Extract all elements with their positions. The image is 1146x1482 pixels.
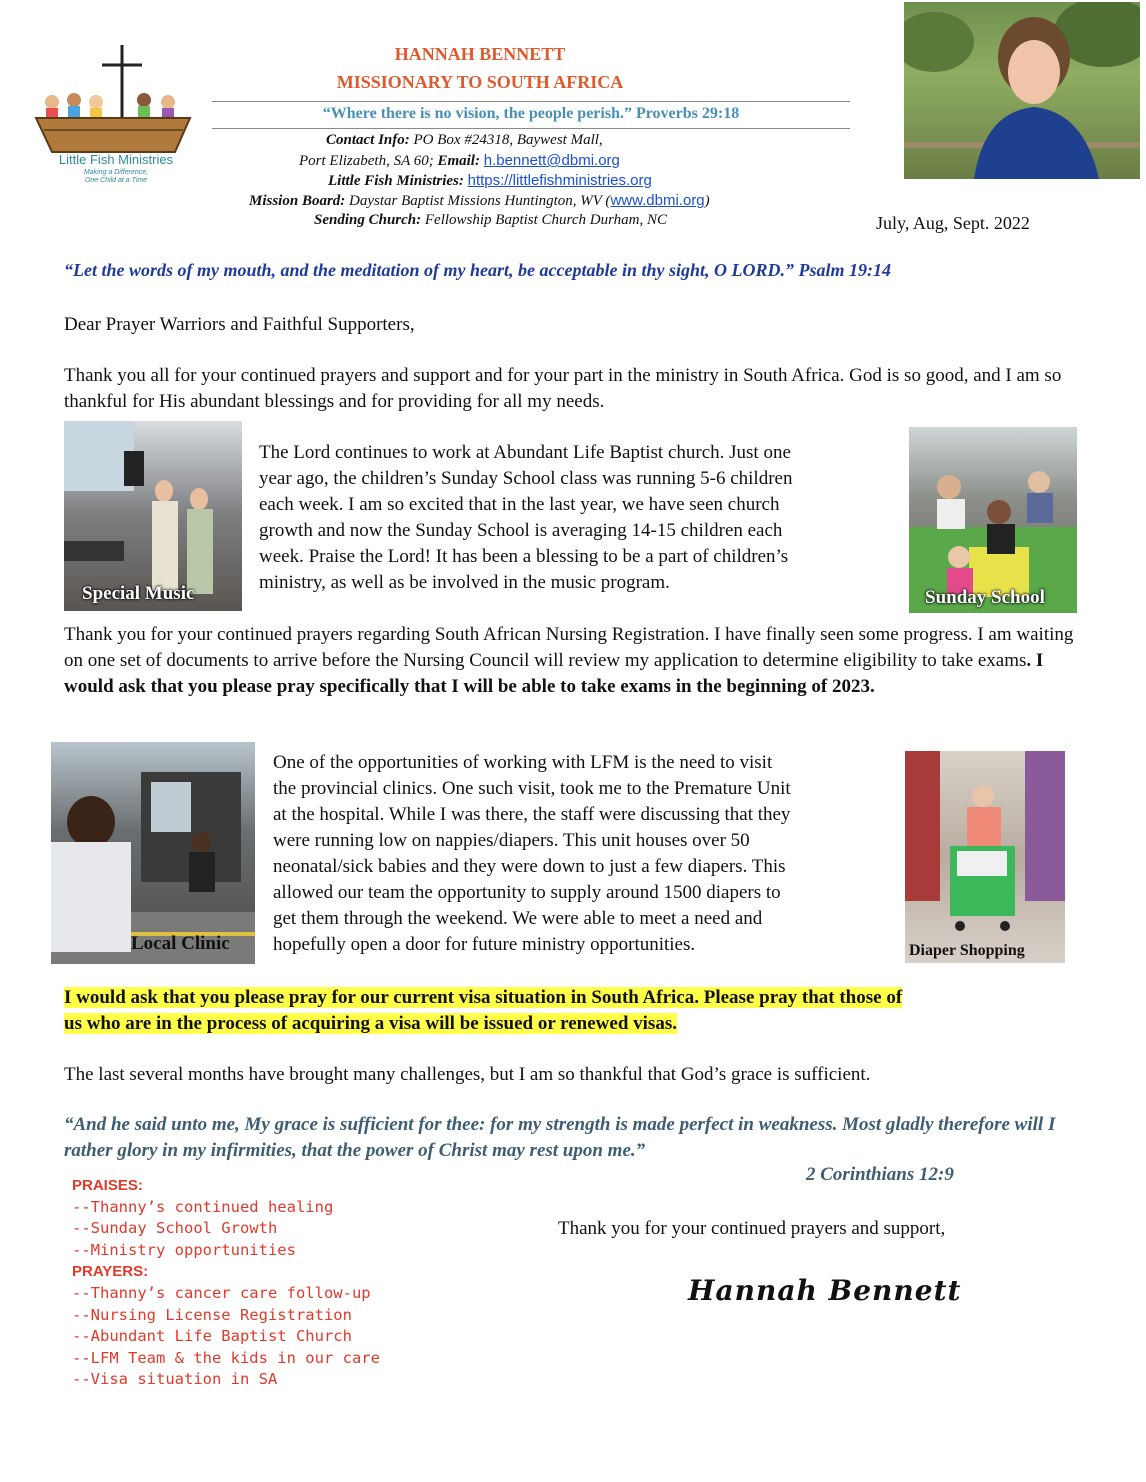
- mission-board-label: Mission Board:: [249, 193, 346, 209]
- section2-line: get them through the weekend. We were able to meet a need and: [273, 908, 763, 929]
- newsletter-date: July, Aug, Sept. 2022: [876, 213, 1030, 233]
- section1-line: growth and now the Sunday School is averaging 14-15 children each: [259, 520, 783, 541]
- sunday-school-scene-icon: [909, 427, 1077, 613]
- praise-item: --Sunday School Growth: [72, 1219, 278, 1238]
- mission-board-text: Daystar Baptist Missions Huntington, WV (: [349, 193, 611, 209]
- prayer-item: --Abundant Life Baptist Church: [72, 1327, 352, 1346]
- challenges-paragraph: The last several months have brought many challenges, but I am so thankful that God’s grace is sufficient.: [64, 1064, 871, 1085]
- local-clinic-scene-icon: [51, 742, 255, 964]
- logo: [30, 40, 200, 190]
- sunday-school-caption: Sunday School: [925, 587, 1045, 608]
- visa-prayer-request: [64, 985, 902, 1037]
- prayer-item: --Thanny’s cancer care follow-up: [72, 1283, 371, 1302]
- section2-line: were running low on nappies/diapers. This unit houses over 50: [273, 830, 750, 851]
- section2-line: neonatal/sick babies and they were down to just a few diapers. This: [273, 856, 786, 877]
- prayer-item: --Nursing License Registration: [72, 1305, 352, 1324]
- praise-item: --Ministry opportunities: [72, 1240, 296, 1259]
- section2-line: the provincial clinics. One such visit, took me to the Premature Unit: [273, 778, 791, 799]
- praises-title: PRAISES:: [72, 1177, 143, 1194]
- diaper-shopping-caption: Diaper Shopping: [909, 942, 1025, 959]
- contact-address-1: PO Box #24318, Baywest Mall,: [413, 132, 603, 148]
- boat-cross-logo-icon: [30, 40, 200, 160]
- sunday-school-photo: [909, 427, 1077, 613]
- diaper-shopping-photo: [905, 751, 1065, 963]
- contact-line-5: [314, 210, 667, 231]
- praises-prayers-list: [72, 1175, 380, 1391]
- logo-name: Little Fish Ministries: [58, 152, 174, 167]
- portrait-person-icon: [904, 2, 1140, 179]
- signature: Hannah Bennett: [688, 1274, 962, 1307]
- praise-item: --Thanny’s continued healing: [72, 1197, 334, 1216]
- portrait-photo: [904, 2, 1140, 179]
- nursing-text: Thank you for your continued prayers regarding South African Nursing Registration. I have finally seen some progress. I am waiting on one set of documents to arrive before the Nursing Council will review my application to determine eligibility to take exams: [64, 624, 1074, 671]
- lfm-label: Little Fish Ministries:: [328, 173, 464, 189]
- lfm-website-link[interactable]: https://littlefishministries.org: [467, 172, 652, 189]
- verse-psalm-19-14: “Let the words of my mouth, and the meditation of my heart, be acceptable in thy sight, O LORD.” Psalm 19:14: [64, 260, 891, 280]
- sending-church-text: Fellowship Baptist Church Durham, NC: [424, 212, 667, 228]
- email-link[interactable]: h.bennett@dbmi.org: [483, 152, 620, 169]
- section2-line: allowed our team the opportunity to supply around 1500 diapers to: [273, 882, 781, 903]
- contact-address-2: Port Elizabeth, SA 60;: [299, 153, 434, 169]
- section1-line: The Lord continues to work at Abundant Life Baptist church. Just one: [259, 442, 791, 463]
- local-clinic-caption: Local Clinic: [131, 933, 230, 954]
- section2-text: [273, 750, 791, 958]
- verse-2-corinthians-ref: 2 Corinthians 12:9: [806, 1164, 954, 1185]
- prayers-title: PRAYERS:: [72, 1263, 149, 1281]
- section2-line: hopefully open a door for future ministry opportunities.: [273, 934, 696, 955]
- prayer-item: --LFM Team & the kids in our care: [72, 1348, 380, 1367]
- visa-line-2: us who are in the process of acquiring a visa will be issued or renewed visas.: [64, 1013, 677, 1034]
- contact-line-3: [328, 170, 652, 192]
- intro-paragraph: Thank you all for your continued prayers and support and for your part in the ministry in South Africa. God is so good, and I am so thankful for His abundant blessings and for providing for all my needs.: [64, 365, 1062, 412]
- email-label: Email:: [437, 153, 480, 169]
- section1-line: year ago, the children’s Sunday School class was running 5-6 children: [259, 468, 793, 489]
- contact-line-1: [326, 130, 603, 151]
- local-clinic-photo: [51, 742, 255, 964]
- dbmi-website-link[interactable]: www.dbmi.org: [610, 192, 705, 209]
- section2-line: One of the opportunities of working with LFM is the need to visit: [273, 752, 773, 773]
- visa-line-1: I would ask that you please pray for our current visa situation in South Africa. Please pray that those of: [64, 987, 903, 1008]
- diaper-shopping-scene-icon: [905, 751, 1065, 963]
- contact-line-4: [249, 190, 710, 212]
- section1-line: each week. I am so excited that in the last year, we have seen church: [259, 494, 780, 515]
- missionary-name: HANNAH BENNETT: [394, 44, 566, 64]
- section2-line: at the hospital. While I was there, the staff were discussing that they: [273, 804, 791, 825]
- prayer-item: --Visa situation in SA: [72, 1370, 278, 1389]
- section1-text: [259, 440, 792, 596]
- section1-line: ministry, as well as be involved in the music program.: [259, 572, 670, 593]
- mission-board-close: ): [704, 193, 710, 209]
- missionary-role: MISSIONARY TO SOUTH AFRICA: [336, 72, 624, 92]
- sending-church-label: Sending Church:: [314, 212, 422, 228]
- verse-2-corinthians: “And he said unto me, My grace is sufficient for thee: for my strength is made perfect in weakness. Most gladly therefore will I rather glory in my infirmities, that the power of Christ may rest upon me.”: [64, 1114, 1056, 1161]
- logo-tagline-2: One Child at a Time: [84, 177, 148, 184]
- nursing-prayer-request: . I would ask that you please pray specifically that I will be able to take exams in the beginning of 2023.: [64, 650, 1044, 697]
- closing-line: Thank you for your continued prayers and support,: [558, 1218, 946, 1239]
- header-tagline: “Where there is no vision, the people perish.” Proverbs 29:18: [212, 101, 850, 129]
- nursing-paragraph: [64, 622, 1082, 700]
- section1-line: week. Praise the Lord! It has been a blessing to be a part of children’s: [259, 546, 789, 567]
- special-music-caption: Special Music: [82, 583, 195, 604]
- greeting: Dear Prayer Warriors and Faithful Supporters,: [64, 314, 415, 335]
- contact-label: Contact Info:: [326, 132, 410, 148]
- contact-line-2: [299, 150, 620, 172]
- logo-tagline-1: Making a Difference,: [83, 169, 149, 176]
- special-music-photo: [64, 421, 242, 611]
